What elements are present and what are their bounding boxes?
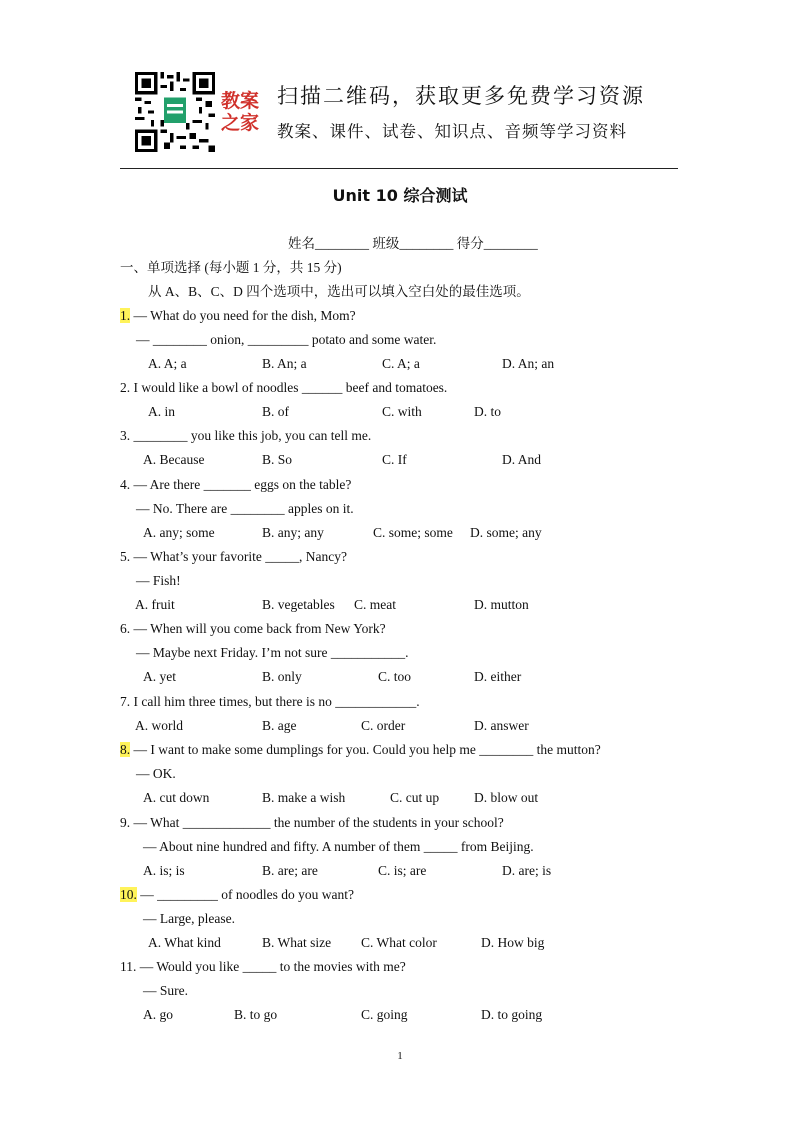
- question-text: I call him three times, but there is no ____________.: [133, 694, 420, 709]
- option-d: D. to: [474, 404, 501, 420]
- option-b: B. make a wish: [262, 790, 346, 806]
- question-text: — What’s your favorite _____, Nancy?: [133, 549, 347, 564]
- question-6-line: — Maybe next Friday. I’m not sure ___________.: [136, 645, 409, 661]
- option-d: D. blow out: [474, 790, 539, 806]
- question-text: — What _____________ the number of the students in your school?: [133, 815, 504, 830]
- question-8-line: — OK.: [136, 766, 176, 782]
- question-1-line: — ________ onion, _________ potato and some water.: [136, 332, 437, 348]
- question-5-line: — Fish!: [136, 573, 181, 589]
- question-number: 11.: [120, 959, 137, 974]
- option-a: A. Because: [143, 452, 205, 468]
- question-text: — What do you need for the dish, Mom?: [133, 308, 356, 323]
- option-d: D. And: [502, 452, 542, 468]
- qr-code-icon: [135, 72, 215, 152]
- option-a: A. is; is: [143, 863, 185, 879]
- option-c: C. too: [378, 669, 412, 685]
- question-9-line: — About nine hundred and fifty. A number of them _____ from Beijing.: [143, 839, 534, 855]
- option-a: A. What kind: [148, 935, 221, 951]
- option-d: D. either: [474, 669, 522, 685]
- question-number: 4.: [120, 477, 131, 492]
- option-a: A. world: [135, 718, 183, 734]
- option-a: A. A; a: [148, 356, 187, 372]
- option-b: B. age: [262, 718, 297, 734]
- option-a: A. yet: [143, 669, 176, 685]
- question-2: [120, 379, 447, 397]
- question-4-line: — No. There are ________ apples on it.: [136, 501, 354, 517]
- question-3: [120, 427, 371, 445]
- question-number: 6.: [120, 621, 131, 636]
- question-number: 7.: [120, 694, 131, 709]
- header-divider: [120, 168, 678, 169]
- option-c: C. order: [361, 718, 406, 734]
- option-c: C. A; a: [382, 356, 420, 372]
- question-number: 5.: [120, 549, 131, 564]
- option-c: C. cut up: [390, 790, 440, 806]
- option-b: B. are; are: [262, 863, 318, 879]
- option-d: D. How big: [481, 935, 545, 951]
- option-c: C. going: [361, 1007, 408, 1023]
- option-d: D. An; an: [502, 356, 555, 372]
- section-heading: 一、单项选择 (每小题 1 分，共 15 分): [120, 260, 342, 275]
- question-text: — _________ of noodles do you want?: [140, 887, 354, 902]
- header-banner: [135, 72, 675, 152]
- logo-text: 教案之家: [221, 90, 260, 134]
- question-9: [120, 814, 504, 832]
- option-a: A. go: [143, 1007, 173, 1023]
- option-b: B. only: [262, 669, 302, 685]
- question-number: 10.: [120, 887, 137, 902]
- option-a: A. cut down: [143, 790, 210, 806]
- question-number: 3.: [120, 428, 131, 443]
- student-info-line: 姓名________ 班级________ 得分________: [288, 236, 538, 251]
- option-a: A. fruit: [135, 597, 175, 613]
- question-11: [120, 958, 406, 976]
- header-slogan: 扫描二维码，获取更多免费学习资源: [277, 84, 645, 108]
- option-d: D. to going: [481, 1007, 543, 1023]
- question-number: 9.: [120, 815, 131, 830]
- page-title: Unit 10 综合测试: [332, 186, 468, 205]
- question-6: [120, 620, 386, 638]
- question-text: — When will you come back from New York?: [133, 621, 386, 636]
- page-number: 1: [397, 1050, 403, 1062]
- option-b: B. any; any: [262, 525, 324, 541]
- option-d: D. some; any: [470, 525, 542, 541]
- option-c: C. meat: [354, 597, 396, 613]
- question-number: 1.: [120, 308, 131, 323]
- option-b: B. What size: [262, 935, 332, 951]
- option-d: D. mutton: [474, 597, 529, 613]
- header-subslogan: 教案、课件、试卷、知识点、音频等学习资料: [277, 122, 627, 141]
- option-b: B. An; a: [262, 356, 307, 372]
- question-11-line: — Sure.: [143, 983, 188, 999]
- question-number: 8.: [120, 742, 131, 757]
- question-8: [120, 741, 601, 759]
- question-text: — Are there _______ eggs on the table?: [133, 477, 352, 492]
- option-b: B. vegetables: [262, 597, 335, 613]
- option-d: D. answer: [474, 718, 529, 734]
- section-instruction: 从 A、B、C、D 四个选项中，选出可以填入空白处的最佳选项。: [148, 284, 530, 299]
- question-10-line: — Large, please.: [143, 911, 235, 927]
- question-number: 2.: [120, 380, 131, 395]
- question-text: — Would you like _____ to the movies with me?: [139, 959, 406, 974]
- option-c: C. with: [382, 404, 422, 420]
- question-10: [120, 886, 354, 904]
- question-7: [120, 693, 420, 711]
- option-a: A. in: [148, 404, 175, 420]
- question-5: [120, 548, 347, 566]
- question-text: — I want to make some dumplings for you. Could you help me ________ the mutton?: [133, 742, 601, 757]
- option-c: C. If: [382, 452, 407, 468]
- option-c: C. is; are: [378, 863, 427, 879]
- option-b: B. of: [262, 404, 289, 420]
- option-a: A. any; some: [143, 525, 215, 541]
- question-1: [120, 307, 356, 325]
- option-b: B. So: [262, 452, 293, 468]
- option-c: C. some; some: [373, 525, 453, 541]
- question-4: [120, 476, 351, 494]
- question-text: I would like a bowl of noodles ______ beef and tomatoes.: [133, 380, 448, 395]
- question-text: ________ you like this job, you can tell me.: [133, 428, 372, 443]
- option-b: B. to go: [234, 1007, 278, 1023]
- option-d: D. are; is: [502, 863, 552, 879]
- option-c: C. What color: [361, 935, 437, 951]
